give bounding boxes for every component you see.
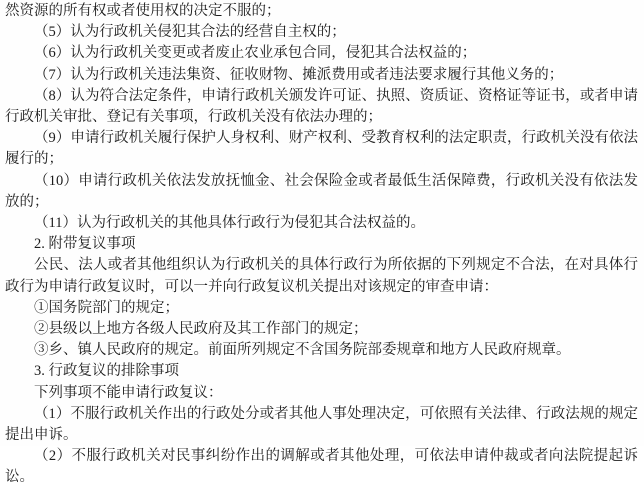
circled-item-3: ③乡、镇人民政府的规定。前面所列规定不含国务院部委规章和地方人民政府规章。 <box>34 342 571 359</box>
excluded-item-2: （2）不服行政机关对民事纠纷作出的调解或者其他处理，可依法申请仲裁或者向法院提起诉讼。 <box>5 448 638 486</box>
list-item-7: （7）认为行政机关违法集资、征收财物、摊派费用或者违法要求履行其他义务的； <box>34 66 564 83</box>
paragraph-continuation: 然资源的所有权或者使用权的决定不服的； <box>5 3 281 19</box>
list-item-10: （10）申请行政机关依法发放抚恤金、社会保险金或者最低生活保障费，行政机关没有依法发放的； <box>5 172 638 210</box>
circled-item-2: ②县级以上地方各级人民政府及其工作部门的规定； <box>34 321 368 338</box>
section-heading-3: 3. 行政复议的排除事项 <box>34 363 179 380</box>
list-item-9: （9）申请行政机关履行保护人身权利、财产权利、受教育权利的法定职责，行政机关没有依法履行的； <box>5 130 638 168</box>
excluded-item-1: （1）不服行政机关作出的行政处分或者其他人事处理决定，可依照有关法律、行政法规的规定提出申诉。 <box>5 405 638 444</box>
list-item-11: （11）认为行政机关的其他具体行政行为侵犯其合法权益的。 <box>34 215 425 232</box>
list-item-5: （5）认为行政机关侵犯其合法的经营自主权的； <box>34 24 346 41</box>
paragraph-body: 公民、法人或者其他组织认为行政机关的具体行政行为所依据的下列规定不合法，在对具体行政行为申请行政复议时，可以一并向行政复议机关提出对该规定的审查申请： <box>5 257 638 295</box>
list-item-8: （8）认为符合法定条件，申请行政机关颁发许可证、执照、资质证、资格证等证书，或者申请行政机关审批、登记有关事项，行政机关没有依法办理的； <box>5 87 638 126</box>
section-heading-2: 2. 附带复议事项 <box>34 236 136 253</box>
circled-item-1: ①国务院部门的规定； <box>34 299 179 316</box>
list-item-6: （6）认为行政机关变更或者废止农业承包合同，侵犯其合法权益的； <box>34 45 477 62</box>
paragraph-lead-in: 下列事项不能申请行政复议： <box>34 384 223 401</box>
